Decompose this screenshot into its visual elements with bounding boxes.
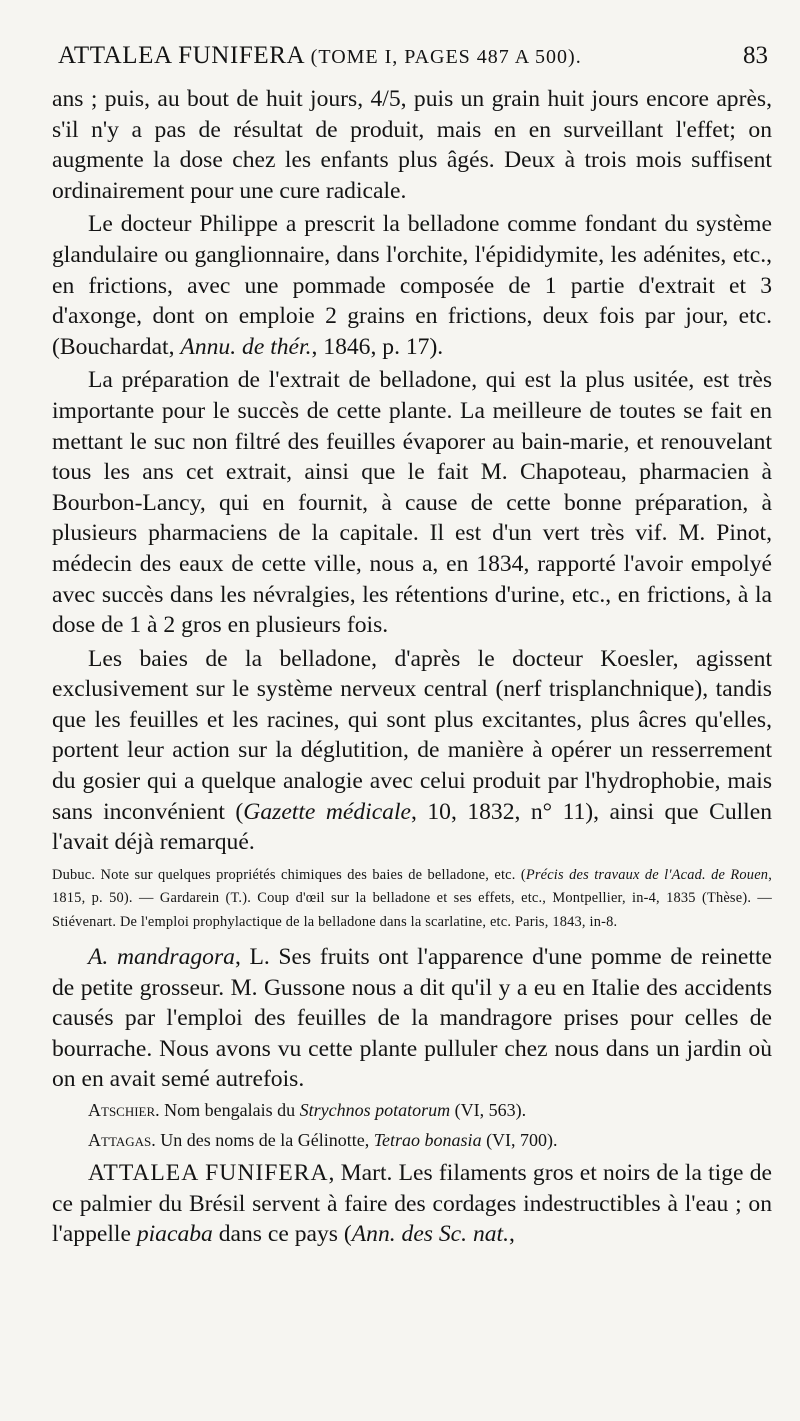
entry-attagas (88, 1125, 772, 1155)
reference-end: , 1846, p. 17). (311, 333, 444, 360)
entry-text: Un des noms de la Gélinotte, (155, 1130, 374, 1151)
bibliography-note (52, 864, 772, 934)
paragraph-mandragora (52, 942, 772, 1095)
page-number: 83 (743, 42, 768, 69)
entry-head: Atschier. (88, 1100, 160, 1121)
paragraph-text: , L. Ses fruits ont l'apparence d'une pomme de reinette de petite grosseur. M. Gussone nous a dit qu'il y a eu en Italie des accidents causés par l'emploi des feuilles de la mandragore prises pour celles de bourrache. Nous avons vu cette plante pulluler chez nous dans un jardin où on en avait semé autrefois. (52, 944, 772, 1093)
entry-atschier (88, 1095, 772, 1125)
entry-head: Attagas. (88, 1130, 156, 1151)
paragraph-text: , Mart. Les filaments gros et noirs de la tige de ce palmier du Brésil servent à faire des cordages indestructibles à l'eau ; on l'appelle (52, 1160, 772, 1248)
entry-species: Strychnos potatorum (299, 1100, 451, 1121)
paragraph-text: Le docteur Philippe a prescrit la belladone comme fondant du système glandulaire ou ganglionnaire, dans l'orchite, l'épididymite, les adénites, etc., en frictions, avec une pommade composée de 1 partie d'extrait et 3 d'axonge, dont on emploie 2 grains en frictions, deux fois par jour, etc. (Bouchardat, (52, 211, 772, 360)
paragraph-continued: ans ; puis, au bout de huit jours, 4/5, puis un grain huit jours encore après, s'il n'y a pas de résultat de produit, mais en en surveillant l'effet; on augmente la dose chez les enfants plus âgés. Deux à trois mois suffisent ordinairement pour une cure radicale. (52, 86, 772, 204)
entry-head: ATTALEA FUNIFERA (88, 1160, 329, 1187)
reference-title: Ann. des Sc. nat. (351, 1221, 509, 1248)
paragraph-preparation: La préparation de l'extrait de belladone, qui est la plus usitée, est très importante pour le succès de cette plante. La meilleure de toutes se fait en mettant le suc non filtré des feuilles évaporer au bain-marie, et renouvelant tous les ans cet extrait, ainsi que le fait M. Chapoteau, pharmacien à Bourbon-Lancy, qui en fournit, à cause de cette bonne préparation, à plusieurs pharmaciens de la capitale. Il est d'un vert très vif. M. Pinot, médecin des eaux de cette ville, nous a, en 1834, rapporté l'avoir empolyé avec succès dans les névralgies, les rétentions d'urine, etc., en frictions, à la dose de 1 à 2 gros en plusieurs fois. (52, 367, 772, 639)
page-body (52, 84, 772, 1250)
reference-title: Annu. de thér. (180, 333, 312, 360)
paragraph-text-end: , (509, 1221, 515, 1248)
reference-title: Gazette médicale (243, 798, 411, 825)
entry-end: (VI, 700). (481, 1130, 558, 1151)
reference-end: , 10, 1832, n° 11), ainsi que Cullen l'avait déjà remarqué. (52, 798, 772, 856)
running-title-main: ATTALEA FUNIFERA (58, 42, 304, 69)
running-header (58, 42, 768, 78)
bibliography-text-end: , 1815, p. 50). — Gardarein (T.). Coup d'œil sur la belladone et ses effets, etc., Montpellier, in-4, 1835 (Thèse). — Stiévenart. De l'emploi prophylactique de la belladone dans la scarlatine, etc. Paris, 1843, in-8. (52, 866, 773, 930)
paragraph-philippe (52, 209, 772, 362)
species-name: A. mandragora (88, 944, 235, 971)
bibliography-text: Dubuc. Note sur quelques propriétés chimiques des baies de belladone, etc. ( (52, 866, 526, 883)
local-name: piacaba (136, 1221, 213, 1248)
entry-species: Tetrao bonasia (373, 1130, 482, 1151)
running-title-sub: (TOME I, PAGES 487 A 500). (310, 46, 582, 68)
entry-end: (VI, 563). (450, 1100, 527, 1121)
paragraph-koesler (52, 644, 772, 858)
entry-text: Nom bengalais du (159, 1100, 300, 1121)
running-title (58, 42, 582, 70)
bibliography-title: Précis des travaux de l'Acad. de Rouen (525, 866, 769, 883)
paragraph-text-mid: dans ce pays ( (212, 1221, 352, 1248)
paragraph-text: Les baies de la belladone, d'après le docteur Koesler, agissent exclusivement sur le système nerveux central (nerf trisplanchnique), tandis que les feuilles et les racines, qui sont plus excitantes, plus âcres qu'elles, portent leur action sur la déglutition, de manière à opérer un resserrement du gosier qui a quelque analogie avec celui produit par l'hydrophobie, mais sans inconvénient ( (52, 645, 772, 825)
paragraph-attalea (52, 1158, 772, 1250)
